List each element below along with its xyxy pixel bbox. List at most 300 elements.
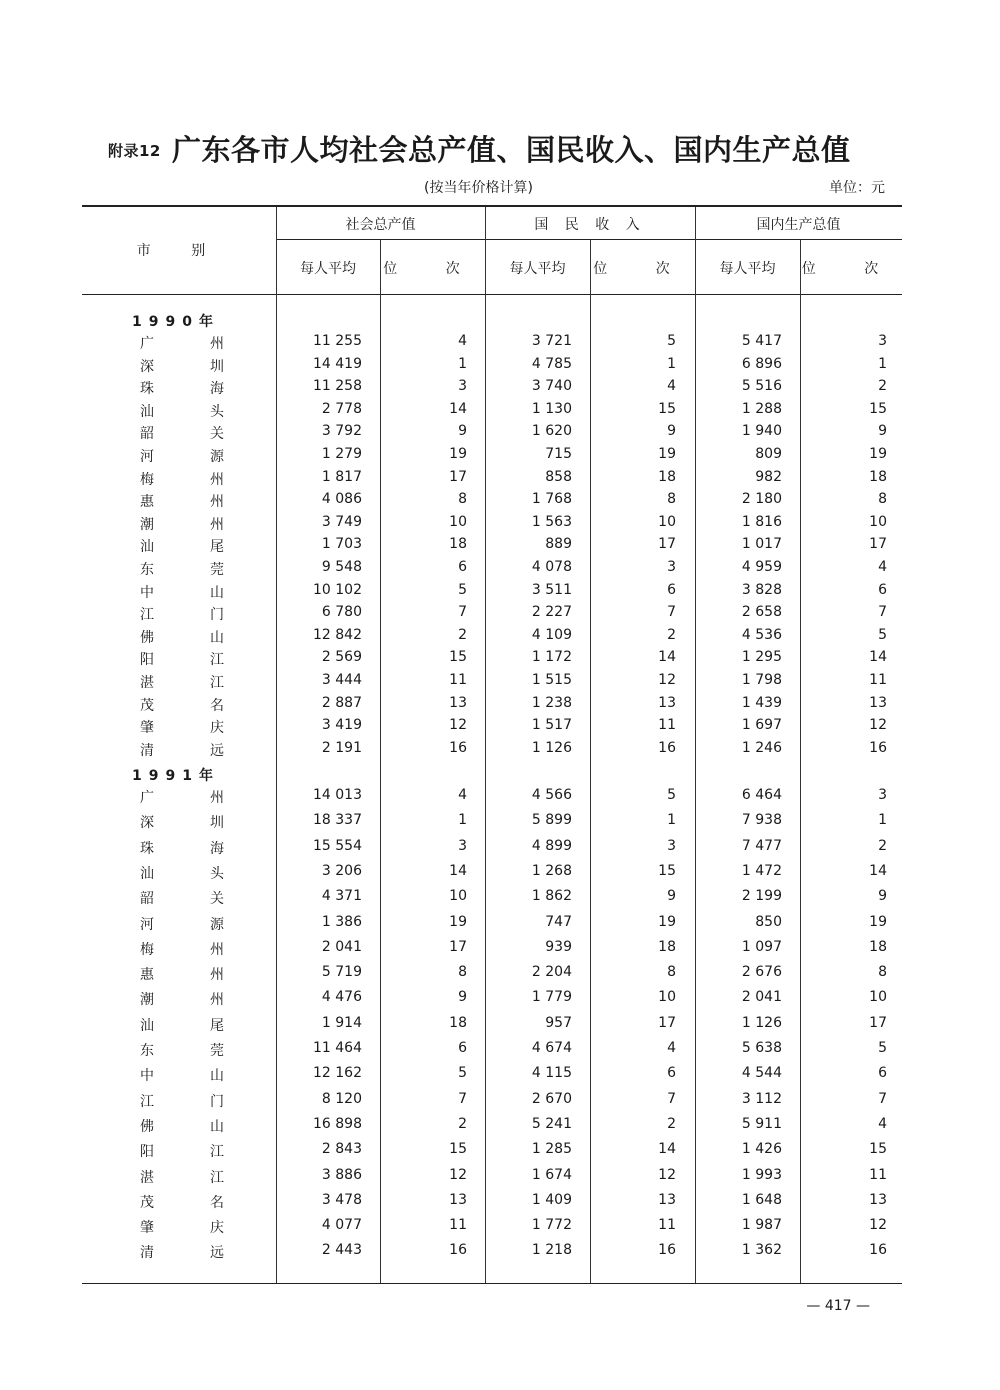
gdp-rank: 4 xyxy=(878,559,887,575)
gdp-value: 1 295 xyxy=(741,649,782,665)
national-income-value: 1 130 xyxy=(531,401,572,417)
national-income-rank: 19 xyxy=(658,446,676,462)
city-name-part: 源 xyxy=(210,449,224,465)
gdp-value: 1 126 xyxy=(741,1015,782,1031)
gross-social-product-rank: 8 xyxy=(458,964,467,980)
national-income-value: 4 674 xyxy=(531,1040,572,1056)
city-name-part: 河 xyxy=(140,917,154,933)
city-name-part: 汕 xyxy=(140,404,154,420)
gross-social-product-value: 14 013 xyxy=(313,787,362,803)
gross-social-product-rank: 14 xyxy=(449,401,467,417)
national-income-value: 1 238 xyxy=(531,695,572,711)
gdp-rank: 16 xyxy=(869,1242,887,1258)
per-capita-header: 每人平均 xyxy=(300,261,356,277)
gdp-value: 3 112 xyxy=(741,1091,782,1107)
national-income-value: 1 563 xyxy=(531,514,572,530)
gross-social-product-rank: 6 xyxy=(458,1040,467,1056)
gdp-rank: 14 xyxy=(869,649,887,665)
gross-social-product-value: 1 817 xyxy=(321,469,362,485)
group-header-rule xyxy=(276,239,902,240)
national-income-rank: 15 xyxy=(658,401,676,417)
gdp-rank: 19 xyxy=(869,914,887,930)
gdp-value: 2 676 xyxy=(741,964,782,980)
city-name-part: 江 xyxy=(210,1144,224,1160)
city-name-part: 广 xyxy=(140,336,154,352)
city-name-part: 山 xyxy=(210,585,224,601)
table-row xyxy=(0,627,1000,649)
gdp-rank: 16 xyxy=(869,740,887,756)
national-income-value: 5 899 xyxy=(531,812,572,828)
gdp-rank: 11 xyxy=(869,672,887,688)
city-name-part: 汕 xyxy=(140,866,154,882)
table-row xyxy=(0,1015,1000,1037)
national-income-value: 957 xyxy=(545,1015,572,1031)
gross-social-product-value: 3 749 xyxy=(321,514,362,530)
gross-social-product-value: 2 778 xyxy=(321,401,362,417)
gross-social-product-rank: 7 xyxy=(458,604,467,620)
gdp-rank: 14 xyxy=(869,863,887,879)
gross-social-product-rank: 2 xyxy=(458,1116,467,1132)
city-name-part: 肇 xyxy=(140,1220,154,1236)
page-title: 广东各市人均社会总产值、国民收入、国内生产总值 xyxy=(171,133,851,167)
national-income-value: 2 227 xyxy=(531,604,572,620)
national-income-rank: 2 xyxy=(667,627,676,643)
per-capita-header: 每人平均 xyxy=(719,261,776,277)
national-income-value: 1 285 xyxy=(531,1141,572,1157)
gross-social-product-value: 4 371 xyxy=(321,888,362,904)
city-name-part: 河 xyxy=(140,449,154,465)
page-number: — 417 — xyxy=(806,1298,870,1314)
table-row xyxy=(0,333,1000,355)
gross-social-product-value: 6 780 xyxy=(321,604,362,620)
gross-social-product-value: 11 258 xyxy=(313,378,362,394)
gross-social-product-rank: 15 xyxy=(449,649,467,665)
gross-social-product-value: 3 792 xyxy=(321,423,362,439)
city-name-part: 梅 xyxy=(140,942,154,958)
city-name-part: 汕 xyxy=(140,539,154,555)
table-row xyxy=(0,582,1000,604)
national-income-value: 3 511 xyxy=(531,582,572,598)
national-income-rank: 13 xyxy=(658,1192,676,1208)
gdp-value: 5 638 xyxy=(741,1040,782,1056)
table-row xyxy=(0,838,1000,860)
gdp-value: 2 199 xyxy=(741,888,782,904)
national-income-value: 3 721 xyxy=(531,333,572,349)
gross-social-product-value: 9 548 xyxy=(321,559,362,575)
gross-social-product-value: 2 443 xyxy=(321,1242,362,1258)
gross-social-product-value: 4 086 xyxy=(321,491,362,507)
gross-social-product-rank: 19 xyxy=(449,914,467,930)
gdp-value: 1 288 xyxy=(741,401,782,417)
national-income-value: 4 899 xyxy=(531,838,572,854)
gross-social-product-rank: 15 xyxy=(449,1141,467,1157)
city-name-part: 深 xyxy=(140,815,154,831)
national-income-rank: 18 xyxy=(658,939,676,955)
city-name-part: 珠 xyxy=(140,841,154,857)
gross-social-product-rank: 12 xyxy=(449,717,467,733)
gdp-value: 1 439 xyxy=(741,695,782,711)
gdp-rank: 9 xyxy=(878,888,887,904)
national-income-value: 1 126 xyxy=(531,740,572,756)
city-name-part: 庆 xyxy=(210,720,224,736)
city-name-part: 莞 xyxy=(210,1043,224,1059)
gdp-rank: 11 xyxy=(869,1167,887,1183)
table-row xyxy=(0,1192,1000,1214)
city-name-part: 湛 xyxy=(140,675,154,691)
city-name-part: 江 xyxy=(140,607,154,623)
city-name-part: 深 xyxy=(140,359,154,375)
city-name-part: 茂 xyxy=(140,698,154,714)
table-row xyxy=(0,863,1000,885)
national-income-value: 1 768 xyxy=(531,491,572,507)
header-bottom-rule xyxy=(82,294,902,295)
gross-social-product-value: 3 478 xyxy=(321,1192,362,1208)
city-name-part: 东 xyxy=(140,1043,154,1059)
national-income-rank: 17 xyxy=(658,1015,676,1031)
gdp-value: 5 417 xyxy=(741,333,782,349)
national-income-rank: 19 xyxy=(658,914,676,930)
city-name-part: 梅 xyxy=(140,472,154,488)
national-income-value: 889 xyxy=(545,536,572,552)
national-income-rank: 15 xyxy=(658,863,676,879)
gross-social-product-value: 14 419 xyxy=(313,356,362,372)
table-row xyxy=(0,740,1000,762)
gross-social-product-value: 15 554 xyxy=(313,838,362,854)
gross-social-product-rank: 16 xyxy=(449,740,467,756)
gdp-rank: 17 xyxy=(869,1015,887,1031)
gross-social-product-rank: 3 xyxy=(458,378,467,394)
gdp-value: 1 097 xyxy=(741,939,782,955)
gross-social-product-value: 12 162 xyxy=(313,1065,362,1081)
gross-social-product-header: 社会总产值 xyxy=(345,217,416,233)
table-row xyxy=(0,401,1000,423)
national-income-rank: 7 xyxy=(667,1091,676,1107)
gross-social-product-rank: 18 xyxy=(449,536,467,552)
national-income-value: 2 670 xyxy=(531,1091,572,1107)
city-header: 市 别 xyxy=(136,243,224,259)
national-income-rank: 9 xyxy=(667,888,676,904)
gdp-value: 3 828 xyxy=(741,582,782,598)
table-row xyxy=(0,469,1000,491)
table-row xyxy=(0,536,1000,558)
gross-social-product-value: 1 386 xyxy=(321,914,362,930)
table-row xyxy=(0,1167,1000,1189)
gross-social-product-rank: 5 xyxy=(458,1065,467,1081)
gdp-value: 6 464 xyxy=(741,787,782,803)
city-name-part: 江 xyxy=(140,1094,154,1110)
gross-social-product-rank: 11 xyxy=(449,672,467,688)
national-income-value: 4 785 xyxy=(531,356,572,372)
city-name-part: 庆 xyxy=(210,1220,224,1236)
gdp-rank: 17 xyxy=(869,536,887,552)
city-name-part: 名 xyxy=(210,1195,224,1211)
table-row xyxy=(0,787,1000,809)
national-income-value: 1 862 xyxy=(531,888,572,904)
table-row xyxy=(0,1242,1000,1264)
national-income-value: 1 218 xyxy=(531,1242,572,1258)
city-name-part: 源 xyxy=(210,917,224,933)
gdp-value: 850 xyxy=(755,914,782,930)
gross-social-product-rank: 11 xyxy=(449,1217,467,1233)
gdp-value: 5 911 xyxy=(741,1116,782,1132)
appendix-label: 附录12 xyxy=(108,142,161,160)
gross-social-product-value: 11 255 xyxy=(313,333,362,349)
national-income-value: 1 515 xyxy=(531,672,572,688)
table-row xyxy=(0,812,1000,834)
gross-social-product-value: 4 077 xyxy=(321,1217,362,1233)
city-name-part: 汕 xyxy=(140,1018,154,1034)
title-row xyxy=(108,128,908,169)
gdp-rank: 6 xyxy=(878,582,887,598)
gross-social-product-value: 3 444 xyxy=(321,672,362,688)
national-income-value: 1 517 xyxy=(531,717,572,733)
national-income-header: 国 民 收 入 xyxy=(534,217,646,233)
city-name-part: 中 xyxy=(140,1068,154,1084)
gdp-rank: 7 xyxy=(878,1091,887,1107)
city-name-part: 尾 xyxy=(210,539,224,555)
city-name-part: 茂 xyxy=(140,1195,154,1211)
city-name-part: 州 xyxy=(210,336,224,352)
national-income-value: 1 409 xyxy=(531,1192,572,1208)
gdp-rank: 4 xyxy=(878,1116,887,1132)
gross-social-product-rank: 8 xyxy=(458,491,467,507)
gdp-value: 7 938 xyxy=(741,812,782,828)
rank-header: 位 次 xyxy=(593,261,692,277)
gdp-rank: 8 xyxy=(878,964,887,980)
national-income-rank: 16 xyxy=(658,1242,676,1258)
city-name-part: 名 xyxy=(210,698,224,714)
gdp-value: 1 798 xyxy=(741,672,782,688)
gdp-value: 4 544 xyxy=(741,1065,782,1081)
gross-social-product-rank: 18 xyxy=(449,1015,467,1031)
gross-social-product-value: 1 914 xyxy=(321,1015,362,1031)
gdp-value: 2 180 xyxy=(741,491,782,507)
gdp-rank: 15 xyxy=(869,401,887,417)
gross-social-product-rank: 9 xyxy=(458,989,467,1005)
gdp-value: 982 xyxy=(755,469,782,485)
city-name-part: 佛 xyxy=(140,630,154,646)
city-name-part: 江 xyxy=(210,675,224,691)
city-name-part: 珠 xyxy=(140,381,154,397)
city-name-part: 山 xyxy=(210,1119,224,1135)
gross-social-product-rank: 16 xyxy=(449,1242,467,1258)
city-name-part: 头 xyxy=(210,866,224,882)
gross-social-product-rank: 3 xyxy=(458,838,467,854)
gdp-value: 1 017 xyxy=(741,536,782,552)
gdp-rank: 7 xyxy=(878,604,887,620)
gross-social-product-rank: 13 xyxy=(449,1192,467,1208)
table-row xyxy=(0,717,1000,739)
national-income-rank: 3 xyxy=(667,559,676,575)
city-name-part: 广 xyxy=(140,790,154,806)
national-income-rank: 6 xyxy=(667,1065,676,1081)
table-row xyxy=(0,989,1000,1011)
gdp-rank: 5 xyxy=(878,627,887,643)
gross-social-product-rank: 19 xyxy=(449,446,467,462)
city-name-part: 清 xyxy=(140,743,154,759)
city-name-part: 山 xyxy=(210,1068,224,1084)
gdp-rank: 5 xyxy=(878,1040,887,1056)
city-name-part: 州 xyxy=(210,517,224,533)
gross-social-product-value: 2 569 xyxy=(321,649,362,665)
gross-social-product-value: 3 886 xyxy=(321,1167,362,1183)
national-income-value: 1 674 xyxy=(531,1167,572,1183)
city-name-part: 海 xyxy=(210,381,224,397)
city-name-part: 州 xyxy=(210,790,224,806)
gdp-rank: 3 xyxy=(878,333,887,349)
gdp-rank: 9 xyxy=(878,423,887,439)
table-row xyxy=(0,604,1000,626)
city-name-part: 韶 xyxy=(140,891,154,907)
gross-social-product-value: 10 102 xyxy=(313,582,362,598)
gross-social-product-value: 1 703 xyxy=(321,536,362,552)
gdp-value: 1 472 xyxy=(741,863,782,879)
gdp-value: 1 362 xyxy=(741,1242,782,1258)
city-name-part: 头 xyxy=(210,404,224,420)
gross-social-product-rank: 1 xyxy=(458,812,467,828)
city-name-part: 关 xyxy=(210,891,224,907)
gross-social-product-rank: 1 xyxy=(458,356,467,372)
gdp-rank: 12 xyxy=(869,717,887,733)
table-row xyxy=(0,446,1000,468)
gdp-rank: 12 xyxy=(869,1217,887,1233)
city-name-part: 州 xyxy=(210,967,224,983)
gross-social-product-value: 2 041 xyxy=(321,939,362,955)
city-name-part: 圳 xyxy=(210,815,224,831)
national-income-rank: 4 xyxy=(667,378,676,394)
gross-social-product-rank: 10 xyxy=(449,514,467,530)
national-income-rank: 17 xyxy=(658,536,676,552)
gdp-rank: 6 xyxy=(878,1065,887,1081)
table-row xyxy=(0,1040,1000,1062)
gdp-value: 1 246 xyxy=(741,740,782,756)
national-income-rank: 7 xyxy=(667,604,676,620)
gross-social-product-rank: 7 xyxy=(458,1091,467,1107)
national-income-value: 4 078 xyxy=(531,559,572,575)
gross-social-product-rank: 12 xyxy=(449,1167,467,1183)
gdp-value: 1 940 xyxy=(741,423,782,439)
gdp-rank: 2 xyxy=(878,378,887,394)
city-name-part: 州 xyxy=(210,942,224,958)
national-income-value: 939 xyxy=(545,939,572,955)
national-income-value: 4 109 xyxy=(531,627,572,643)
table-row xyxy=(0,1091,1000,1113)
table-row xyxy=(0,1141,1000,1163)
national-income-rank: 13 xyxy=(658,695,676,711)
table-row xyxy=(0,695,1000,717)
city-name-part: 潮 xyxy=(140,517,154,533)
city-name-part: 阳 xyxy=(140,652,154,668)
national-income-rank: 8 xyxy=(667,964,676,980)
national-income-value: 1 779 xyxy=(531,989,572,1005)
national-income-value: 4 115 xyxy=(531,1065,572,1081)
gross-social-product-rank: 9 xyxy=(458,423,467,439)
national-income-rank: 14 xyxy=(658,1141,676,1157)
national-income-rank: 10 xyxy=(658,514,676,530)
table-row xyxy=(0,423,1000,445)
city-name-part: 海 xyxy=(210,841,224,857)
gdp-value: 1 993 xyxy=(741,1167,782,1183)
city-name-part: 莞 xyxy=(210,562,224,578)
gdp-value: 1 697 xyxy=(741,717,782,733)
gdp-header: 国内生产总值 xyxy=(756,217,841,233)
per-capita-header: 每人平均 xyxy=(509,261,566,277)
year-heading: 1991年 xyxy=(132,768,220,784)
city-name-part: 中 xyxy=(140,585,154,601)
gross-social-product-value: 2 843 xyxy=(321,1141,362,1157)
national-income-rank: 1 xyxy=(667,812,676,828)
gdp-rank: 2 xyxy=(878,838,887,854)
gdp-rank: 18 xyxy=(869,939,887,955)
gross-social-product-rank: 5 xyxy=(458,582,467,598)
national-income-value: 1 172 xyxy=(531,649,572,665)
gross-social-product-value: 18 337 xyxy=(313,812,362,828)
national-income-rank: 4 xyxy=(667,1040,676,1056)
gross-social-product-rank: 4 xyxy=(458,787,467,803)
gross-social-product-rank: 2 xyxy=(458,627,467,643)
table-row xyxy=(0,378,1000,400)
national-income-rank: 12 xyxy=(658,672,676,688)
city-name-part: 惠 xyxy=(140,494,154,510)
city-name-part: 江 xyxy=(210,652,224,668)
national-income-value: 2 204 xyxy=(531,964,572,980)
city-name-part: 阳 xyxy=(140,1144,154,1160)
table-row xyxy=(0,514,1000,536)
national-income-value: 3 740 xyxy=(531,378,572,394)
table-top-rule xyxy=(82,205,902,207)
gdp-value: 1 426 xyxy=(741,1141,782,1157)
gdp-value: 4 959 xyxy=(741,559,782,575)
gdp-rank: 13 xyxy=(869,695,887,711)
gross-social-product-rank: 17 xyxy=(449,939,467,955)
gdp-rank: 15 xyxy=(869,1141,887,1157)
city-name-part: 州 xyxy=(210,494,224,510)
gross-social-product-value: 1 279 xyxy=(321,446,362,462)
gdp-rank: 13 xyxy=(869,1192,887,1208)
national-income-rank: 8 xyxy=(667,491,676,507)
table-row xyxy=(0,649,1000,671)
city-name-part: 潮 xyxy=(140,992,154,1008)
city-name-part: 圳 xyxy=(210,359,224,375)
table-row xyxy=(0,559,1000,581)
gross-social-product-value: 3 206 xyxy=(321,863,362,879)
national-income-rank: 5 xyxy=(667,333,676,349)
national-income-rank: 12 xyxy=(658,1167,676,1183)
gdp-rank: 18 xyxy=(869,469,887,485)
gdp-value: 4 536 xyxy=(741,627,782,643)
gdp-value: 1 987 xyxy=(741,1217,782,1233)
national-income-rank: 11 xyxy=(658,717,676,733)
gdp-value: 809 xyxy=(755,446,782,462)
table-row xyxy=(0,1065,1000,1087)
national-income-value: 747 xyxy=(545,914,572,930)
gross-social-product-rank: 6 xyxy=(458,559,467,575)
gdp-rank: 8 xyxy=(878,491,887,507)
table-bottom-rule xyxy=(82,1283,902,1284)
city-name-part: 门 xyxy=(210,1094,224,1110)
gdp-value: 2 658 xyxy=(741,604,782,620)
city-name-part: 远 xyxy=(210,1245,224,1261)
gdp-value: 7 477 xyxy=(741,838,782,854)
gdp-value: 1 816 xyxy=(741,514,782,530)
gdp-rank: 3 xyxy=(878,787,887,803)
national-income-value: 1 772 xyxy=(531,1217,572,1233)
city-name-part: 佛 xyxy=(140,1119,154,1135)
table-row xyxy=(0,888,1000,910)
rank-header: 位 次 xyxy=(801,261,901,277)
year-heading: 1990年 xyxy=(132,314,220,330)
national-income-rank: 18 xyxy=(658,469,676,485)
